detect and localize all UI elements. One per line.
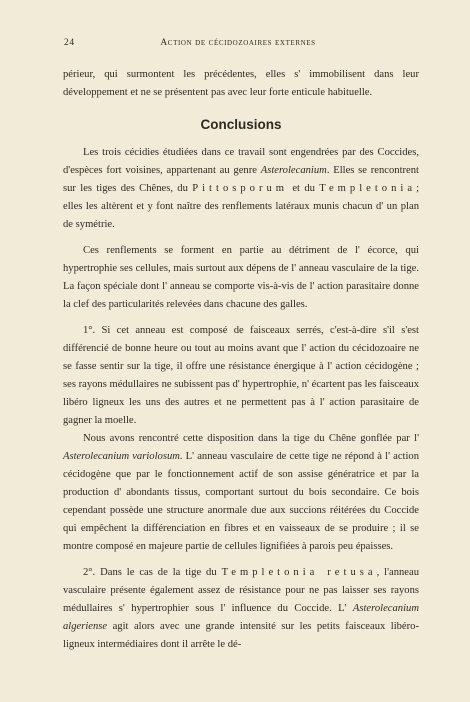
running-title: Action de cécidozoaires externes: [160, 38, 316, 48]
paragraph-point-2-text-2: , l'anneau vasculaire présente également assez de résistance pour ne pas laisser ses rayons médullaires s' hypertrophier sous l' influence du Coccide. L': [63, 567, 419, 614]
paragraph-galls-text-3: et du: [288, 183, 320, 194]
species-asterolecanium-algeriense: Asterolecanium algeriense: [63, 603, 419, 632]
page-number: 24: [64, 38, 75, 48]
paragraph-chene-text-2: . L' anneau vasculaire de cette tige ne répond à l' action cécidogène que par le fonctionnement actif de son assise génératrice et par la production d' abondants tissus, comportant surtout du bois secondaire. Ce bois cependant possède une structure anormale due aux succions réitérées du Coccide qui empêchent la différenciation en fibres et en vaisseaux de se produire ; il se montre composé en majeure partie de cellules lignifiées à parois peu épaisses.: [63, 451, 420, 552]
running-head: [64, 38, 412, 52]
genus-templetonia: Templetonia: [319, 183, 417, 194]
paragraph-renflements: Ces renflements se forment en partie au détriment de l' écorce, qui hypertrophie ses cellules, mais surtout aux dépens de l' anneau vasculaire de la tige. La façon spéciale dont l' anneau se comporte vis-à-vis de l' action parasitaire donne la clef des particularités relevées dans chacune des galles.: [63, 245, 419, 310]
paragraph-chene: [63, 430, 419, 556]
section-heading: Conclusions: [200, 117, 282, 132]
paragraph-galls-text-2: . Elles se rencontrent sur les tiges des Chênes, du: [63, 165, 419, 194]
paragraph-continuation: périeur, qui surmontent les précédentes, elles s' immobilisent dans leur développement et ne se présentent pas avec leur forte enticule habituelle.: [63, 69, 419, 98]
paragraph-point-2-text-1: 2°. Dans le cas de la tige du: [83, 567, 222, 578]
species-templetonia-retusa: Templetonia retusa: [221, 567, 377, 578]
body-text: [63, 66, 419, 654]
paragraph-point-2-text-3: agit alors avec une grande intensité sur les petits faisceaux libéro-ligneux intermédiaires dont il arrête le dé-: [63, 621, 419, 650]
paragraph-chene-text-1: Nous avons rencontré cette disposition dans la tige du Chêne gonflée par l': [83, 433, 419, 444]
paragraph-galls-text-4: ; elles les altèrent et y font naître des renflements latéraux munis chacun d' un plan de symétrie.: [63, 183, 420, 230]
genus-pittosporum: Pittosporum: [192, 183, 289, 194]
species-asterolecanium-variolosum: Asterolecanium variolosum: [63, 451, 180, 462]
genus-asterolecanium: Asterolecanium: [260, 165, 327, 176]
paragraph-point-2: [63, 564, 419, 654]
paragraph-galls: [63, 144, 419, 234]
paragraph-point-1: 1°. Si cet anneau est composé de faisceaux serrés, c'est-à-dire s'il s'est différencié de bonne heure ou tout au moins avant que l' action du cécidozoaire ne se fasse sentir sur la tige, il offre une résistance énergique à l' action cécidogène ; ses rayons médullaires ne subissent pas d' hypertrophie, n' écartent pas les faisceaux libéro ligneux les uns des autres et ne permettent pas à l' action parasitaire de gagner la moelle.: [63, 325, 419, 426]
paragraph-galls-text-1: Les trois cécidies étudiées dans ce travail sont engendrées par des Coccides, d'espèces fort voisines, appartenant au genre: [63, 147, 419, 176]
